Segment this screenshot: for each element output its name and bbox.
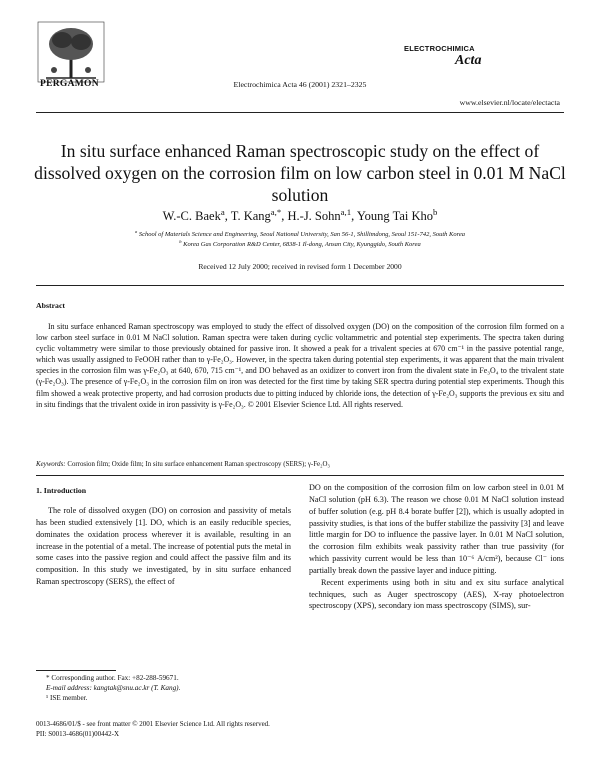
affiliation-text: School of Materials Science and Engineering, Seoul National University, San 56-1, Shillimdong, Seoul 151-742, South Korea bbox=[138, 231, 466, 238]
author-name: H.-J. Sohn bbox=[287, 209, 341, 223]
affiliation-mark: b bbox=[179, 238, 182, 244]
affiliation-text: Korea Gas Corporation R&D Center, 6838-1 Il-dong, Ansan City, Kyunggido, South Korea bbox=[183, 241, 421, 248]
author-mark: a,1 bbox=[340, 206, 352, 217]
pii-line: PII: S0013-4686(01)00442-X bbox=[36, 730, 120, 738]
footnote-email[interactable]: E-mail address: kangtak@snu.ac.kr (T. Kang). bbox=[46, 684, 181, 692]
author-name: Young Tai Kho bbox=[356, 209, 434, 223]
author-list: W.-C. Baek$^a$, T. Kang$^{a,*}$, H.-J. Sohn$^{a,1}$, Young Tai Kho$^b$ bbox=[162, 206, 438, 223]
journal-reference: Electrochimica Acta 46 (2001) 2321–2325 bbox=[233, 80, 367, 89]
author-mark: a bbox=[220, 206, 225, 217]
abstract-top-rule bbox=[36, 285, 564, 286]
copyright-block bbox=[36, 719, 270, 739]
keywords-label: Keywords: bbox=[36, 461, 66, 468]
footnote-member: ¹ ISE member. bbox=[46, 694, 88, 702]
publisher-name: PERGAMON bbox=[40, 79, 99, 89]
abstract-text: In situ surface enhanced Raman spectroscopy was employed to study the effect of dissolved oxygen (DO) on the composition of the corrosion film formed on a low carbon steel surface in 0.01 M NaCl solution. Raman spectra were taken during cyclic voltammetric and potential step experiments. The spectra taken during cyclic voltammetry were similar to those previously obtained for passive iron. It showed a peak for a trivalent species at 670 cm⁻¹ in the passive potential range, which was usually assigned to FeOOH rather than to γ-Fe₂O₃. However, in the spectra taken during potential step experiments, it was apparent that the main trivalent species in the corrosion film was γ-Fe₂O₃ at 640, 670, 715 cm⁻¹, and DO behaved as an oxidizer to convert iron from the divalent state in Fe₃O₄ to the trivalent state (γ-Fe₂O₃). The presence of γ-Fe₂O₃ in the corrosion film on iron was detected for the first time by taking SER spectra during potential step experiments. Though this film showed a weak protective property, and had corrosion products due to pitting induced by chloride ions, the detection of γ-Fe₂O₃ supports the previous ex situ and in situ findings that the trivalent oxide in iron passivity is γ-Fe₂O₃. © 2001 Elsevier Science Ltd. All rights reserved. bbox=[36, 322, 564, 409]
abstract-bottom-rule bbox=[36, 475, 564, 476]
intro-paragraph: DO on the composition of the corrosion film on low carbon steel in 0.01 M NaCl solution (pH 6.3). The reason we chose 0.01 M NaCl solution instead of buffer solution (e.g. pH 8.4 borate buffer [2]), which is usually adopted in passivity studies, is that ions of the buffer stabilize the passivity [3] and leave little margin for DO to influence the passive layer. In 0.01 M NaCl solution, the corrosion film exhibits weak passivity rather than true passivity (for which passivity current would be less than 10⁻⁶ A/cm²), because Cl⁻ ions partially break down the passive layer and induce pitting. bbox=[309, 483, 564, 575]
author-mark: a,* bbox=[270, 206, 282, 217]
footnotes bbox=[36, 673, 291, 703]
keywords-text: Corrosion film; Oxide film; In situ surface enhancement Raman spectroscopy (SERS); γ-Fe₂O₃ bbox=[67, 461, 330, 468]
abstract-heading: Abstract bbox=[36, 301, 66, 310]
left-column bbox=[36, 505, 291, 588]
copyright-line: 0013-4686/01/$ - see front matter © 2001 Elsevier Science Ltd. All rights reserved. bbox=[36, 720, 270, 728]
section-heading: 1. Introduction bbox=[36, 486, 87, 495]
affiliation-mark: a bbox=[134, 228, 138, 234]
paper-title: In situ surface enhanced Raman spectroscopic study on the effect of dissolved oxygen on the corrosion film on low carbon steel in 0.01 M NaCl solution bbox=[34, 141, 566, 205]
right-column bbox=[309, 482, 564, 612]
journal-name-top: ELECTROCHIMICA bbox=[404, 44, 475, 53]
journal-url[interactable]: www.elsevier.nl/locate/electacta bbox=[459, 98, 560, 107]
received-dates: Received 12 July 2000; received in revised form 1 December 2000 bbox=[198, 262, 402, 271]
footnote-rule bbox=[36, 670, 116, 671]
intro-paragraph: The role of dissolved oxygen (DO) on corrosion and passivity of metals has been studied extensively [1]. DO, which is an easily reducible species, dominates the oxidation process wherever it is available, resulting in an increase in the potential of a metal. The increase of potential puts the metal in some cases into the passive region and could affect the passive film and its composition. In this study we investigated, by in situ surface enhanced Raman spectroscopy (SERS), the effect of bbox=[36, 506, 291, 587]
footnote-corresponding: * Corresponding author. Fax: +82-288-59671. bbox=[46, 674, 179, 682]
intro-paragraph: Recent experiments using both in situ and ex situ surface analytical techniques, such as Auger spectroscopy (AES), X-ray photoelectron spectroscopy (XPS), secondary ion mass spectroscopy (SIMS), sur- bbox=[309, 577, 564, 611]
author-name: W.-C. Baek bbox=[162, 209, 221, 223]
author-mark: b bbox=[433, 206, 438, 217]
keywords bbox=[36, 461, 564, 468]
journal-name-bottom: Acta bbox=[455, 53, 482, 68]
affiliations bbox=[40, 230, 560, 250]
header-rule bbox=[36, 112, 564, 113]
author-name: T. Kang bbox=[230, 209, 271, 223]
